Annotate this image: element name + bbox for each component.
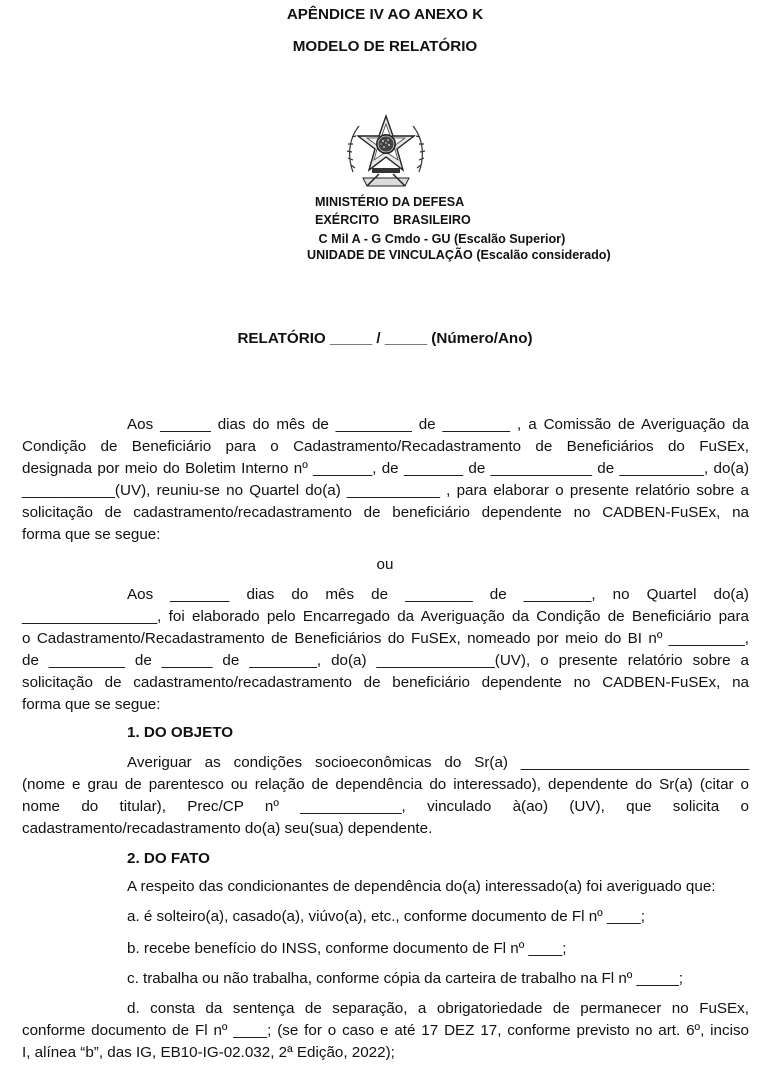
page-edge-mark — [710, 0, 740, 3]
org-army: EXÉRCITO BRASILEIRO — [315, 213, 471, 228]
section1-line4: cadastramento/recadastramento do(a) seu(sua) dependente. — [22, 820, 433, 837]
section2-item-a: a. é solteiro(a), casado(a), viúvo(a), etc., conforme documento de Fl nº ____; — [127, 908, 645, 925]
section2-item-c: c. trabalha ou não trabalha, conforme cópia da carteira de trabalho na Fl nº _____; — [127, 970, 684, 987]
section1-line2: (nome e grau de parentesco ou relação de dependência do interessado), dependente do Sr(a) (citar o — [22, 776, 749, 793]
paragraph2-line1: Aos _______ dias do mês de ________ de ________, no Quartel do(a) — [127, 586, 749, 603]
section2-intro: A respeito das condicionantes de dependência do(a) interessado(a) foi averiguado que: — [127, 878, 716, 895]
paragraph2-line2: ________________, foi elaborado pelo Encarregado da Averiguação da Condição de Beneficiário para — [22, 608, 749, 625]
paragraph1-line5: solicitação de cadastramento/recadastramento de beneficiário dependente no CADBEN-FuSEx, na — [22, 504, 749, 521]
paragraph1-line4: ___________(UV), reuniu-se no Quartel do(a) ___________ , para elaborar o presente relatório sobre a — [22, 482, 749, 499]
section1-heading: 1. DO OBJETO — [127, 724, 234, 741]
paragraph1-line1: Aos ______ dias do mês de _________ de ________ , a Comissão de Averiguação da — [127, 416, 749, 433]
appendix-title: APÊNDICE IV AO ANEXO K — [286, 6, 484, 23]
brazil-coat-of-arms-icon — [345, 112, 427, 190]
paragraph2-line4: de _________ de ______ de ________, do(a) ______________(UV), o presente relatório sobre a — [22, 652, 749, 669]
paragraph1-line3: designada por meio do Boletim Interno nº _______, de _______ de ____________ de __________, do(a) — [22, 460, 749, 477]
section2-item-d-line2: conforme documento de Fl nº ____; (se for o caso e até 17 DEZ 17, conforme previsto no art. 6º, inciso — [22, 1022, 749, 1039]
report-title: RELATÓRIO _____ / _____ (Número/Ano) — [237, 330, 533, 347]
section1-line1: Averiguar as condições socioeconômicas do Sr(a) ___________________________ — [127, 754, 749, 771]
paragraph1-line6: forma que se segue: — [22, 526, 161, 543]
org-ministry: MINISTÉRIO DA DEFESA — [315, 195, 465, 209]
model-title: MODELO DE RELATÓRIO — [292, 38, 478, 55]
org-command: C Mil A - G Cmdo - GU (Escalão Superior) — [315, 231, 566, 246]
paragraph2-line6: forma que se segue: — [22, 696, 161, 713]
paragraph2-line5: solicitação de cadastramento/recadastramento de beneficiário dependente no CADBEN-FuSEx, na — [22, 674, 749, 691]
section2-item-b: b. recebe benefício do INSS, conforme documento de Fl nº ____; — [127, 940, 567, 957]
org-header — [315, 193, 565, 248]
paragraph2-line3: o Cadastramento/Recadastramento de Beneficiários do FuSEx, nomeado por meio do BI nº _________, — [22, 630, 749, 647]
section2-item-d-line3: I, alínea “b”, das IG, EB10-IG-02.032, 2ª Edição, 2022); — [22, 1044, 395, 1061]
section2-item-d-line1: d. consta da sentença de separação, a obrigatoriedade de permanecer no FuSEx, — [127, 1000, 749, 1017]
paragraph1-line2: Condição de Beneficiário para o Cadastramento/Recadastramento de Beneficiários do FuSEx, — [22, 438, 749, 455]
section1-line3: nome do titular), Prec/CP nº ____________, vinculado à(ao) (UV), que solicita o — [22, 798, 749, 815]
section2-heading: 2. DO FATO — [127, 850, 210, 867]
org-unit: UNIDADE DE VINCULAÇÃO (Escalão considerado) — [307, 248, 611, 262]
or-separator: ou — [376, 556, 394, 573]
